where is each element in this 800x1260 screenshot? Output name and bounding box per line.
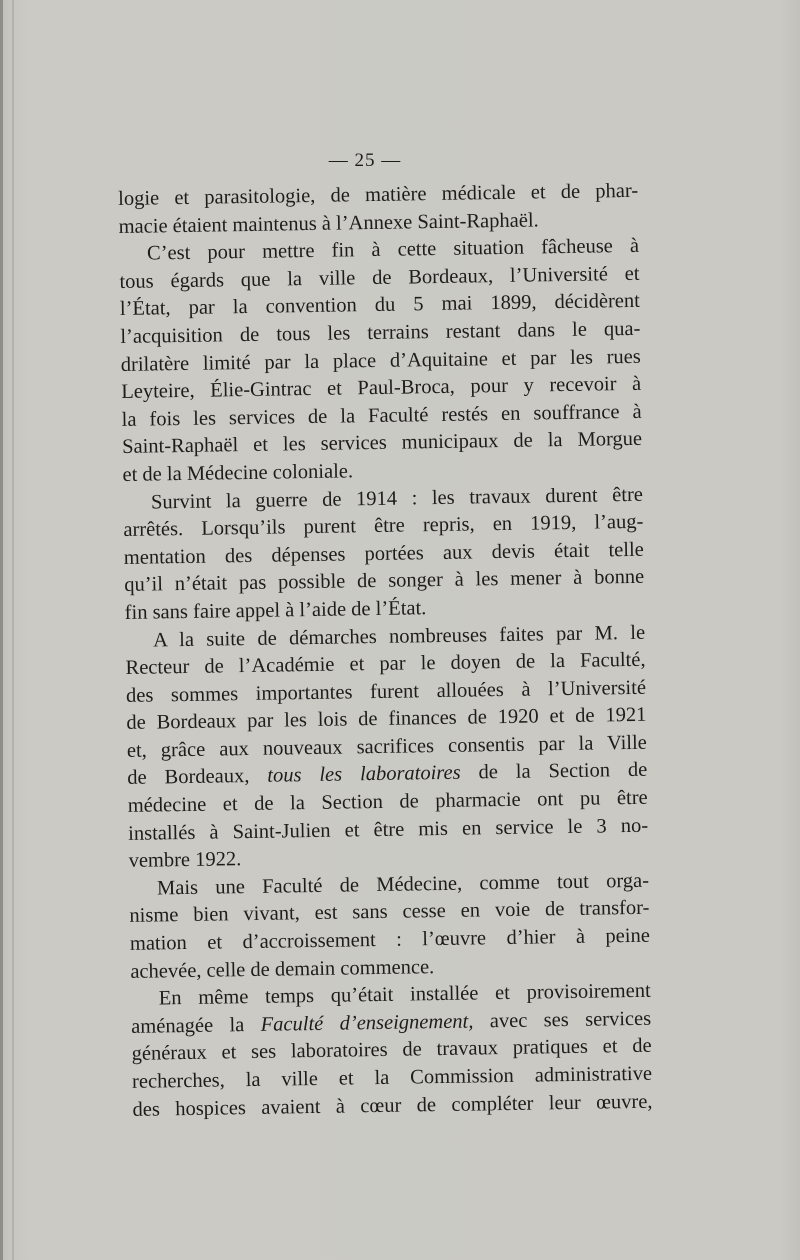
text-segment: généraux et ses laboratoires de travaux pratiques et de <box>131 1035 652 1066</box>
text-segment: et, grâce aux nouveaux sacrifices consentis par la Ville <box>126 731 647 762</box>
text-segment: vembre 1922. <box>128 848 242 873</box>
text-segment: fin sans faire appel à l’aide de l’État. <box>124 597 427 624</box>
book-gutter-shadow <box>12 0 14 1260</box>
text-segment: mation et d’accroissement : l’œuvre d’hier à peine <box>129 924 651 955</box>
text-segment: recherches, la ville et la Commission administrative <box>131 1062 653 1093</box>
text-segment: aménagée la <box>131 1013 261 1038</box>
text-segment: achevée, celle de demain commence. <box>130 955 435 983</box>
text-segment: et de la Médecine coloniale. <box>122 460 354 486</box>
text-segment: médecine et de la Section de pharmacie ont pu être <box>127 786 648 817</box>
text-segment: de Bordeaux, <box>127 765 268 790</box>
text-segment: nisme bien vivant, est sans cesse en voie de transfor- <box>129 897 650 928</box>
body-text <box>118 178 653 1124</box>
text-segment: Saint-Raphaël et les services municipaux de la Morgue <box>121 428 643 459</box>
book-spine-edge <box>0 0 3 1260</box>
italic-text: Faculté d’enseignement, <box>260 1010 474 1036</box>
text-segment: tous égards que la ville de Bordeaux, l’Université et <box>119 262 640 293</box>
text-segment: de la Section de <box>460 759 648 785</box>
text-segment: installés à Saint-Julien et être mis en service le 3 no- <box>128 814 649 845</box>
text-segment: des sommes importantes furent allouées à l’Université <box>125 676 647 707</box>
text-segment: A la suite de démarches nombreuses faites par M. le <box>152 621 646 652</box>
text-segment: arrêtés. Lorsqu’ils purent être repris, en 1919, l’aug- <box>123 510 644 542</box>
text-segment: mentation des dépenses portées aux devis était telle <box>123 538 644 569</box>
text-segment: qu’il n’était pas possible de songer à les mener à bonne <box>124 566 645 597</box>
text-segment: macie étaient maintenus à l’Annexe Saint-Raphaël. <box>118 208 539 238</box>
text-segment: En même temps qu’était installée et provisoirement <box>158 979 651 1010</box>
text-segment: avec ses services <box>473 1007 652 1033</box>
text-segment: l’acquisition de tous les terrains restant dans le qua- <box>120 317 641 348</box>
text-segment: C’est pour mettre fin à cette situation fâcheuse à <box>146 235 640 265</box>
text-segment: la fois les services de la Faculté restés en souffrance à <box>121 400 642 431</box>
page-number: — 25 — <box>328 150 402 171</box>
text-segment: des hospices avaient à cœur de compléter leur œuvre, <box>132 1090 653 1121</box>
text-segment: l’État, par la convention du 5 mai 1899, décidèrent <box>119 290 641 321</box>
text-segment: de Bordeaux par les lois de finances de 1920 et de 1921 <box>126 704 647 735</box>
text-segment: Survint la guerre de 1914 : les travaux durent être <box>150 483 644 514</box>
text-segment: Leyteire, Élie-Gintrac et Paul-Broca, pour y recevoir à <box>121 372 642 404</box>
italic-text: tous les laboratoires <box>267 762 461 788</box>
text-segment: Recteur de l’Académie et par le doyen de la Faculté, <box>125 648 646 680</box>
text-segment: drilatère limité par la place d’Aquitaine et par les rues <box>120 345 641 376</box>
text-segment: Mais une Faculté de Médecine, comme tout orga- <box>156 869 650 900</box>
text-segment: logie et parasitologie, de matière médicale et de phar- <box>118 179 639 210</box>
